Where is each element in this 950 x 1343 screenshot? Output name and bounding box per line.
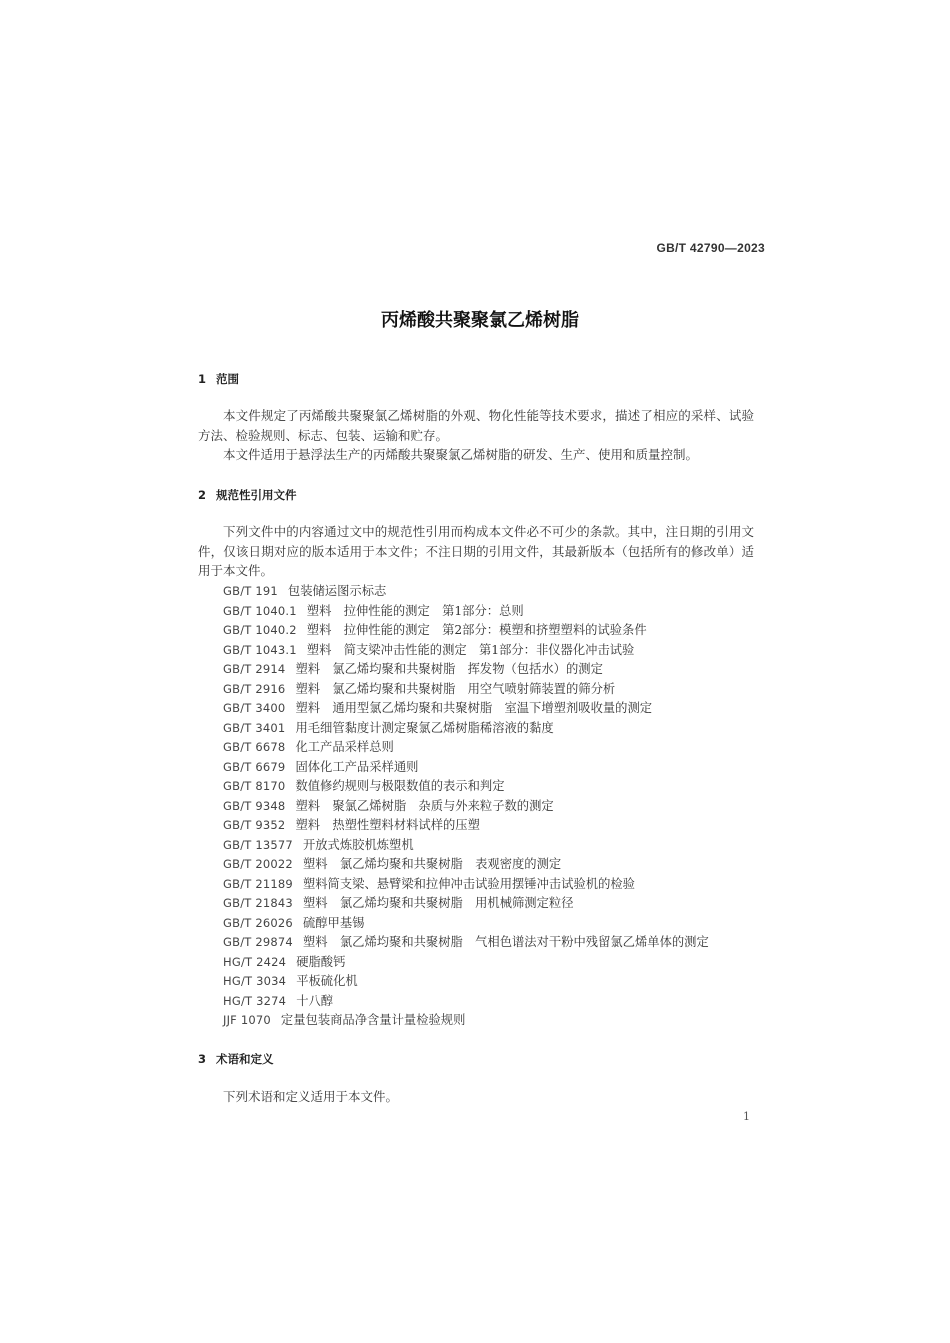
reference-code: GB/T 29874 (223, 935, 293, 949)
reference-item (223, 836, 763, 856)
reference-item (223, 719, 763, 739)
reference-item (223, 758, 763, 778)
reference-code: GB/T 1040.2 (223, 623, 297, 637)
standard-code: GB/T 42790—2023 (656, 241, 765, 255)
reference-title: 包装储运图示标志 (287, 584, 387, 598)
reference-item (223, 680, 763, 700)
page-number: 1 (743, 1110, 750, 1123)
reference-code: HG/T 2424 (223, 954, 287, 969)
reference-title: 塑料 拉伸性能的测定 第1部分：总则 (306, 603, 524, 618)
reference-title: 塑料 简支梁冲击性能的测定 第1部分：非仪器化冲击试验 (306, 642, 635, 657)
reference-title: 塑料 氯乙烯均聚和共聚树脂 气相色谱法对干粉中残留氯乙烯单体的测定 (302, 935, 709, 949)
reference-item (223, 894, 763, 914)
reference-title: 塑料 聚氯乙烯树脂 杂质与外来粒子数的测定 (295, 798, 554, 813)
reference-item (223, 914, 763, 934)
reference-code: GB/T 9352 (223, 818, 286, 832)
reference-item (223, 1011, 763, 1031)
reference-title: 塑料简支梁、悬臂梁和拉伸冲击试验用摆锤冲击试验机的检验 (302, 876, 635, 891)
reference-list (223, 582, 763, 1031)
reference-item (223, 777, 763, 797)
reference-title: 平板硫化机 (296, 974, 358, 988)
reference-title: 塑料 拉伸性能的测定 第2部分：模塑和挤塑塑料的试验条件 (306, 623, 647, 637)
reference-code: GB/T 3401 (223, 720, 286, 735)
reference-title: 塑料 热塑性塑料材料试样的压塑 (295, 818, 480, 832)
reference-item (223, 582, 763, 602)
reference-code: GB/T 1043.1 (223, 642, 297, 657)
reference-title: 化工产品采样总则 (295, 740, 394, 754)
reference-title: 用毛细管黏度计测定聚氯乙烯树脂稀溶液的黏度 (295, 720, 554, 735)
reference-code: GB/T 6679 (223, 759, 286, 774)
reference-code: GB/T 191 (223, 584, 278, 598)
reference-code: GB/T 6678 (223, 740, 286, 754)
reference-item (223, 660, 763, 680)
reference-title: 数值修约规则与极限数值的表示和判定 (295, 779, 505, 793)
reference-code: HG/T 3274 (223, 993, 287, 1008)
reference-code: HG/T 3034 (223, 974, 287, 988)
reference-item (223, 992, 763, 1012)
reference-code: GB/T 2914 (223, 662, 286, 676)
reference-title: 固体化工产品采样通则 (295, 759, 419, 774)
reference-code: GB/T 2916 (223, 681, 286, 696)
scope-paragraph-2: 本文件适用于悬浮法生产的丙烯酸共聚聚氯乙烯树脂的研发、生产、使用和质量控制。 (223, 447, 699, 462)
reference-code: GB/T 26026 (223, 915, 293, 930)
reference-code: GB/T 1040.1 (223, 603, 297, 618)
terms-intro: 下列术语和定义适用于本文件。 (223, 1089, 399, 1104)
reference-item (223, 602, 763, 622)
document-title: 丙烯酸共聚聚氯乙烯树脂 (381, 310, 579, 331)
reference-item (223, 816, 763, 836)
reference-title: 开放式炼胶机炼塑机 (302, 837, 414, 852)
reference-title: 硬脂酸钙 (296, 954, 346, 969)
reference-item (223, 738, 763, 758)
section-heading-normative-references (198, 487, 297, 503)
references-intro: 下列文件中的内容通过文中的规范性引用而构成本文件必不可少的条款。其中，注日期的引用文件，仅该日期对应的版本适用于本文件；不注日期的引用文件，其最新版本（包括所有的修改单）适用于本文件。 (198, 524, 754, 578)
reference-code: GB/T 13577 (223, 837, 293, 852)
reference-item (223, 972, 763, 992)
reference-title: 塑料 氯乙烯均聚和共聚树脂 挥发物（包括水）的测定 (295, 662, 603, 676)
section-heading-terms (198, 1051, 274, 1067)
section-number: 1 (198, 372, 207, 386)
reference-title: 定量包装商品净含量计量检验规则 (280, 1013, 466, 1027)
reference-item (223, 621, 763, 641)
reference-title: 十八醇 (296, 993, 334, 1008)
reference-code: GB/T 3400 (223, 701, 286, 715)
reference-item (223, 933, 763, 953)
section-number: 3 (198, 1052, 207, 1066)
reference-code: GB/T 21843 (223, 896, 293, 910)
reference-title: 塑料 通用型氯乙烯均聚和共聚树脂 室温下增塑剂吸收量的测定 (295, 701, 653, 715)
reference-item (223, 797, 763, 817)
reference-title: 塑料 氯乙烯均聚和共聚树脂 用机械筛测定粒径 (302, 896, 574, 910)
reference-item (223, 953, 763, 973)
reference-code: GB/T 21189 (223, 876, 293, 891)
reference-item (223, 875, 763, 895)
reference-title: 硫醇甲基锡 (302, 915, 365, 930)
reference-item (223, 699, 763, 719)
section-title: 规范性引用文件 (216, 488, 297, 502)
reference-title: 塑料 氯乙烯均聚和共聚树脂 用空气喷射筛装置的筛分析 (295, 681, 616, 696)
reference-code: JJF 1070 (223, 1013, 271, 1027)
section-number: 2 (198, 488, 207, 502)
section-title: 术语和定义 (216, 1052, 274, 1066)
reference-title: 塑料 氯乙烯均聚和共聚树脂 表观密度的测定 (302, 857, 562, 871)
reference-item (223, 855, 763, 875)
section-heading-scope (198, 371, 239, 387)
section-title: 范围 (216, 372, 239, 386)
scope-paragraph-1: 本文件规定了丙烯酸共聚聚氯乙烯树脂的外观、物化性能等技术要求，描述了相应的采样、试验方法、检验规则、标志、包装、运输和贮存。 (198, 408, 754, 443)
reference-code: GB/T 20022 (223, 857, 293, 871)
reference-item (223, 641, 763, 661)
reference-code: GB/T 8170 (223, 779, 286, 793)
reference-code: GB/T 9348 (223, 798, 286, 813)
